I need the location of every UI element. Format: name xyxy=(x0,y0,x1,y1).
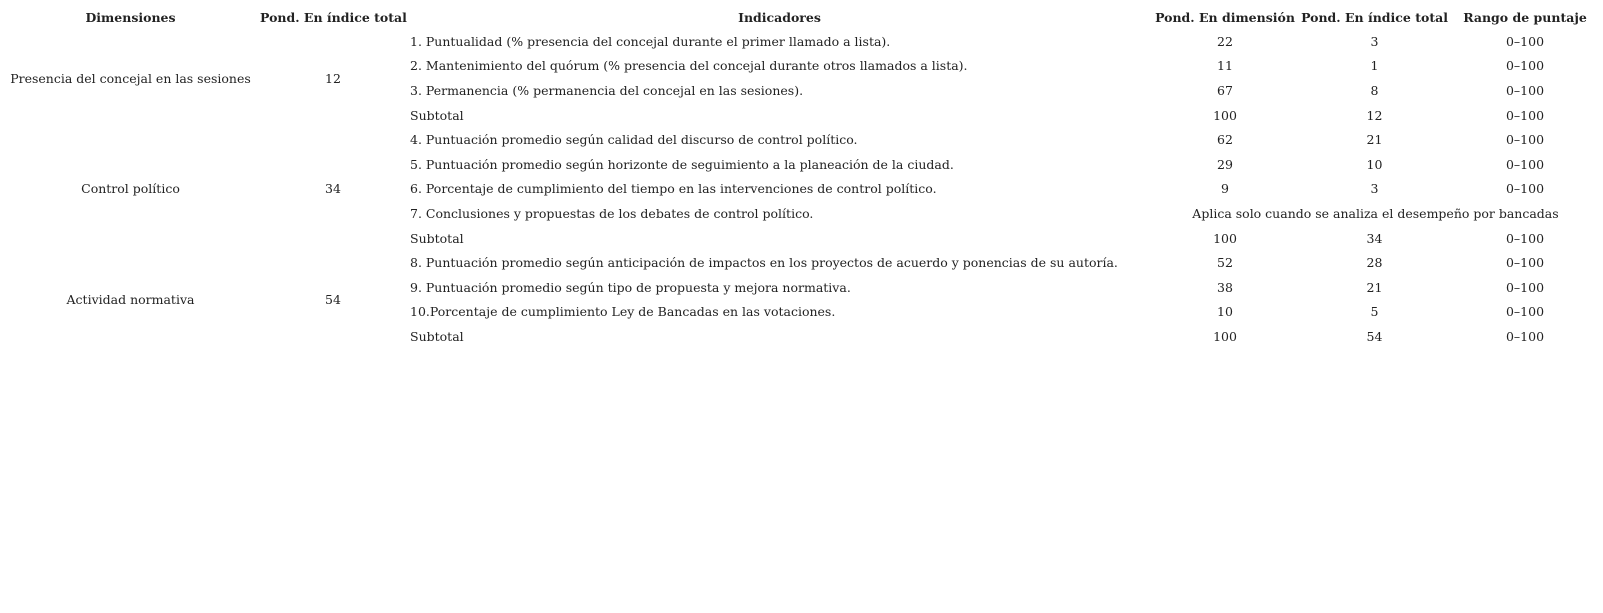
subtotal-label: Subtotal xyxy=(410,230,464,246)
rango-value: 0–100 xyxy=(1505,33,1545,49)
pond-total-value: 34 xyxy=(1366,230,1383,246)
pond-dim-value: 10 xyxy=(1217,304,1233,320)
pond-total-value: 12 xyxy=(1366,107,1383,123)
rango-value: 0–100 xyxy=(1505,255,1545,271)
pond-dim-value: 100 xyxy=(1213,230,1237,246)
pond-total-value: 10 xyxy=(1366,156,1383,172)
pond-dim-value: 52 xyxy=(1217,255,1233,271)
rango-value: 0–100 xyxy=(1505,58,1545,74)
rango-value: 0–100 xyxy=(1505,279,1545,295)
header-indicadores: Indicadores xyxy=(738,9,821,25)
rango-value: 0–100 xyxy=(1505,156,1545,172)
pond-total-value: 54 xyxy=(1366,328,1383,344)
indicators-table xyxy=(3,5,1600,349)
pond-dim-value: 38 xyxy=(1217,279,1233,295)
indicator-text: 10.Porcentaje de cumplimiento Ley de Bancadas en las votaciones. xyxy=(410,304,836,320)
pond-total-value: 21 xyxy=(1366,279,1383,295)
dimension-weight: 34 xyxy=(325,181,341,197)
indicator-text: 8. Puntuación promedio según anticipación de impactos en los proyectos de acuerdo y ponencias de su autoría. xyxy=(410,255,1118,271)
rango-value: 0–100 xyxy=(1505,328,1545,344)
subtotal-label: Subtotal xyxy=(410,107,464,123)
pond-total-value: 5 xyxy=(1370,304,1379,320)
pond-dim-value: 100 xyxy=(1213,107,1237,123)
dimension-weight: 54 xyxy=(325,292,341,308)
pond-dim-value: 22 xyxy=(1217,33,1233,49)
pond-dim-value: 29 xyxy=(1217,156,1233,172)
indicator-text: 4. Puntuación promedio según calidad del discurso de control político. xyxy=(410,132,858,148)
rango-value: 0–100 xyxy=(1505,107,1545,123)
header-dimensiones: Dimensiones xyxy=(85,9,176,25)
pond-total-value: 3 xyxy=(1370,181,1379,197)
bancadas-note: Aplica solo cuando se analiza el desempeño por bancadas xyxy=(1192,205,1559,221)
pond-dim-value: 100 xyxy=(1213,328,1237,344)
rango-value: 0–100 xyxy=(1505,230,1545,246)
pond-total-value: 28 xyxy=(1366,255,1383,271)
table-header xyxy=(3,5,1600,29)
header-pond-indice-total: Pond. En índice total xyxy=(260,9,407,25)
table-row xyxy=(3,250,1600,275)
pond-dim-value: 11 xyxy=(1217,58,1233,74)
pond-total-value: 3 xyxy=(1370,33,1379,49)
subtotal-label: Subtotal xyxy=(410,328,464,344)
indicator-text: 3. Permanencia (% permanencia del concejal en las sesiones). xyxy=(410,82,804,98)
indicator-text: 5. Puntuación promedio según horizonte de seguimiento a la planeación de la ciudad. xyxy=(410,156,954,172)
dimension-name: Control político xyxy=(81,181,180,197)
indicator-text: 1. Puntualidad (% presencia del concejal durante el primer llamado a lista). xyxy=(410,33,891,49)
indicator-text: 9. Puntuación promedio según tipo de propuesta y mejora normativa. xyxy=(410,279,851,295)
header-pond-indice-total-2: Pond. En índice total xyxy=(1301,9,1448,25)
table-body xyxy=(3,29,1600,349)
header-rango-puntaje: Rango de puntaje xyxy=(1463,9,1587,25)
table-row xyxy=(3,29,1600,54)
header-row xyxy=(3,5,1600,29)
dimension-name: Actividad normativa xyxy=(66,292,195,308)
pond-dim-value: 62 xyxy=(1217,132,1233,148)
pond-total-value: 8 xyxy=(1370,82,1379,98)
table-row xyxy=(3,127,1600,152)
dimension-name: Presencia del concejal en las sesiones xyxy=(10,70,251,86)
rango-value: 0–100 xyxy=(1505,304,1545,320)
pond-dim-value: 67 xyxy=(1217,82,1233,98)
indicator-text: 7. Conclusiones y propuestas de los debates de control político. xyxy=(410,205,814,221)
rango-value: 0–100 xyxy=(1505,181,1545,197)
header-pond-dimension: Pond. En dimensión xyxy=(1155,9,1295,25)
rango-value: 0–100 xyxy=(1505,132,1545,148)
pond-total-value: 1 xyxy=(1370,58,1379,74)
pond-total-value: 21 xyxy=(1366,132,1383,148)
indicator-text: 6. Porcentaje de cumplimiento del tiempo en las intervenciones de control político. xyxy=(410,181,937,197)
rango-value: 0–100 xyxy=(1505,82,1545,98)
dimension-weight: 12 xyxy=(325,70,341,86)
indicator-text: 2. Mantenimiento del quórum (% presencia del concejal durante otros llamados a lista). xyxy=(410,58,968,74)
pond-dim-value: 9 xyxy=(1221,181,1229,197)
